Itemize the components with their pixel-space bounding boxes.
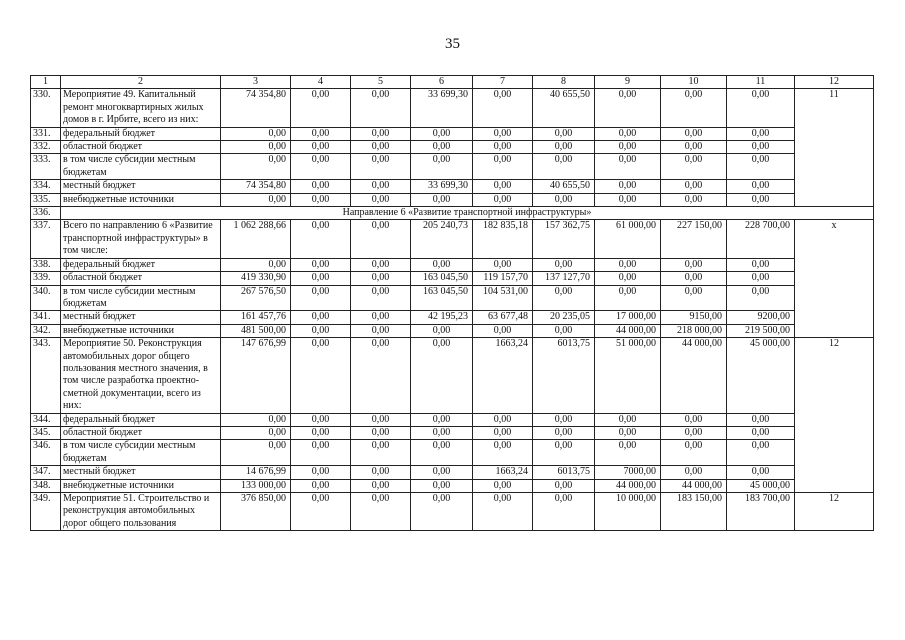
value-cell: 218 000,00 bbox=[661, 324, 727, 337]
column-header: 6 bbox=[411, 76, 473, 89]
value-cell: 0,00 bbox=[351, 426, 411, 439]
table-header-row bbox=[31, 76, 874, 89]
value-cell: 40 655,50 bbox=[533, 89, 595, 127]
ref-cell: 12 bbox=[795, 493, 874, 531]
table-row bbox=[31, 193, 874, 206]
value-cell: 0,00 bbox=[727, 141, 795, 154]
row-number: 348. bbox=[31, 479, 61, 492]
value-cell: 0,00 bbox=[595, 127, 661, 140]
value-cell: 205 240,73 bbox=[411, 220, 473, 258]
table-row bbox=[31, 89, 874, 127]
value-cell: 0,00 bbox=[351, 141, 411, 154]
value-cell: 0,00 bbox=[473, 258, 533, 271]
value-cell: 161 457,76 bbox=[221, 311, 291, 324]
value-cell: 44 000,00 bbox=[661, 338, 727, 413]
value-cell: 10 000,00 bbox=[595, 493, 661, 531]
row-description: Мероприятие 51. Строительство и реконструкция автомобильных дорог общего пользования bbox=[61, 493, 221, 531]
value-cell: 0,00 bbox=[661, 413, 727, 426]
value-cell: 0,00 bbox=[291, 466, 351, 479]
row-description: местный бюджет bbox=[61, 180, 221, 193]
value-cell: 0,00 bbox=[351, 220, 411, 258]
row-number: 342. bbox=[31, 324, 61, 337]
value-cell: 0,00 bbox=[595, 154, 661, 180]
value-cell: 0,00 bbox=[473, 141, 533, 154]
value-cell: 0,00 bbox=[411, 324, 473, 337]
value-cell: 45 000,00 bbox=[727, 338, 795, 413]
value-cell: 0,00 bbox=[473, 89, 533, 127]
row-description: федеральный бюджет bbox=[61, 258, 221, 271]
value-cell: 0,00 bbox=[291, 493, 351, 531]
table-row bbox=[31, 272, 874, 285]
value-cell: 0,00 bbox=[473, 180, 533, 193]
value-cell: 0,00 bbox=[661, 141, 727, 154]
value-cell: 119 157,70 bbox=[473, 272, 533, 285]
value-cell: 1 062 288,66 bbox=[221, 220, 291, 258]
row-description: в том числе субсидии местным бюджетам bbox=[61, 440, 221, 466]
row-number: 335. bbox=[31, 193, 61, 206]
value-cell: 0,00 bbox=[595, 272, 661, 285]
value-cell: 0,00 bbox=[351, 180, 411, 193]
value-cell: 45 000,00 bbox=[727, 479, 795, 492]
table-row bbox=[31, 127, 874, 140]
value-cell: 0,00 bbox=[533, 285, 595, 311]
column-header: 10 bbox=[661, 76, 727, 89]
value-cell: 0,00 bbox=[411, 426, 473, 439]
value-cell: 0,00 bbox=[291, 413, 351, 426]
table-row bbox=[31, 311, 874, 324]
table-row bbox=[31, 413, 874, 426]
value-cell: 0,00 bbox=[351, 258, 411, 271]
row-description: областной бюджет bbox=[61, 426, 221, 439]
value-cell: 0,00 bbox=[291, 311, 351, 324]
value-cell: 163 045,50 bbox=[411, 272, 473, 285]
value-cell: 163 045,50 bbox=[411, 285, 473, 311]
value-cell: 0,00 bbox=[411, 127, 473, 140]
value-cell: 0,00 bbox=[473, 479, 533, 492]
value-cell: 0,00 bbox=[221, 193, 291, 206]
value-cell: 0,00 bbox=[727, 258, 795, 271]
column-header: 11 bbox=[727, 76, 795, 89]
table-row bbox=[31, 141, 874, 154]
value-cell: 0,00 bbox=[727, 193, 795, 206]
row-number: 337. bbox=[31, 220, 61, 258]
value-cell: 147 676,99 bbox=[221, 338, 291, 413]
value-cell: 0,00 bbox=[661, 154, 727, 180]
value-cell: 0,00 bbox=[411, 193, 473, 206]
value-cell: 0,00 bbox=[221, 154, 291, 180]
value-cell: 0,00 bbox=[291, 141, 351, 154]
row-description: областной бюджет bbox=[61, 272, 221, 285]
value-cell: 0,00 bbox=[595, 180, 661, 193]
value-cell: 7000,00 bbox=[595, 466, 661, 479]
value-cell: 33 699,30 bbox=[411, 180, 473, 193]
row-description: в том числе субсидии местным бюджетам bbox=[61, 154, 221, 180]
value-cell: 0,00 bbox=[351, 311, 411, 324]
value-cell: 0,00 bbox=[727, 466, 795, 479]
value-cell: 0,00 bbox=[411, 154, 473, 180]
value-cell: 0,00 bbox=[533, 324, 595, 337]
value-cell: 0,00 bbox=[411, 258, 473, 271]
value-cell: 61 000,00 bbox=[595, 220, 661, 258]
table-row bbox=[31, 154, 874, 180]
value-cell: 0,00 bbox=[291, 89, 351, 127]
value-cell: 0,00 bbox=[351, 338, 411, 413]
column-header: 5 bbox=[351, 76, 411, 89]
value-cell: 0,00 bbox=[533, 141, 595, 154]
value-cell: 0,00 bbox=[595, 285, 661, 311]
value-cell: 0,00 bbox=[411, 466, 473, 479]
value-cell: 51 000,00 bbox=[595, 338, 661, 413]
column-header: 2 bbox=[61, 76, 221, 89]
value-cell: 0,00 bbox=[411, 479, 473, 492]
value-cell: 0,00 bbox=[351, 324, 411, 337]
value-cell: 0,00 bbox=[533, 479, 595, 492]
value-cell: 0,00 bbox=[727, 426, 795, 439]
value-cell: 0,00 bbox=[411, 493, 473, 531]
value-cell: 419 330,90 bbox=[221, 272, 291, 285]
column-header: 8 bbox=[533, 76, 595, 89]
row-description: областной бюджет bbox=[61, 141, 221, 154]
table-row bbox=[31, 440, 874, 466]
value-cell: 0,00 bbox=[533, 127, 595, 140]
column-header: 1 bbox=[31, 76, 61, 89]
value-cell: 1663,24 bbox=[473, 466, 533, 479]
row-description: внебюджетные источники bbox=[61, 479, 221, 492]
table-row bbox=[31, 466, 874, 479]
value-cell: 0,00 bbox=[291, 258, 351, 271]
column-header: 12 bbox=[795, 76, 874, 89]
table-row bbox=[31, 479, 874, 492]
value-cell: 20 235,05 bbox=[533, 311, 595, 324]
value-cell: 0,00 bbox=[291, 180, 351, 193]
value-cell: 0,00 bbox=[351, 440, 411, 466]
row-description: Всего по направлению 6 «Развитие транспортной инфраструктуры» в том числе: bbox=[61, 220, 221, 258]
value-cell: 0,00 bbox=[473, 440, 533, 466]
value-cell: 0,00 bbox=[411, 413, 473, 426]
value-cell: 183 700,00 bbox=[727, 493, 795, 531]
value-cell: 0,00 bbox=[661, 89, 727, 127]
ref-cell: х bbox=[795, 220, 874, 338]
value-cell: 227 150,00 bbox=[661, 220, 727, 258]
value-cell: 0,00 bbox=[661, 180, 727, 193]
value-cell: 137 127,70 bbox=[533, 272, 595, 285]
value-cell: 0,00 bbox=[727, 272, 795, 285]
value-cell: 0,00 bbox=[595, 426, 661, 439]
row-number: 330. bbox=[31, 89, 61, 127]
value-cell: 376 850,00 bbox=[221, 493, 291, 531]
row-number: 345. bbox=[31, 426, 61, 439]
value-cell: 0,00 bbox=[291, 285, 351, 311]
value-cell: 42 195,23 bbox=[411, 311, 473, 324]
value-cell: 182 835,18 bbox=[473, 220, 533, 258]
value-cell: 183 150,00 bbox=[661, 493, 727, 531]
value-cell: 6013,75 bbox=[533, 338, 595, 413]
value-cell: 0,00 bbox=[595, 413, 661, 426]
value-cell: 0,00 bbox=[473, 154, 533, 180]
value-cell: 0,00 bbox=[661, 258, 727, 271]
value-cell: 0,00 bbox=[533, 413, 595, 426]
ref-cell: 11 bbox=[795, 89, 874, 207]
value-cell: 0,00 bbox=[727, 413, 795, 426]
value-cell: 0,00 bbox=[221, 141, 291, 154]
value-cell: 44 000,00 bbox=[595, 479, 661, 492]
value-cell: 0,00 bbox=[661, 272, 727, 285]
value-cell: 0,00 bbox=[221, 127, 291, 140]
value-cell: 0,00 bbox=[351, 89, 411, 127]
value-cell: 0,00 bbox=[727, 89, 795, 127]
value-cell: 0,00 bbox=[595, 258, 661, 271]
row-number: 332. bbox=[31, 141, 61, 154]
row-description: федеральный бюджет bbox=[61, 127, 221, 140]
row-number: 338. bbox=[31, 258, 61, 271]
value-cell: 481 500,00 bbox=[221, 324, 291, 337]
table-row bbox=[31, 285, 874, 311]
value-cell: 0,00 bbox=[291, 127, 351, 140]
value-cell: 0,00 bbox=[595, 193, 661, 206]
table-row bbox=[31, 324, 874, 337]
value-cell: 0,00 bbox=[351, 493, 411, 531]
page-number: 35 bbox=[445, 36, 460, 52]
value-cell: 0,00 bbox=[291, 154, 351, 180]
row-number: 340. bbox=[31, 285, 61, 311]
row-number: 347. bbox=[31, 466, 61, 479]
value-cell: 228 700,00 bbox=[727, 220, 795, 258]
row-number: 333. bbox=[31, 154, 61, 180]
value-cell: 0,00 bbox=[661, 440, 727, 466]
value-cell: 0,00 bbox=[661, 193, 727, 206]
value-cell: 0,00 bbox=[351, 413, 411, 426]
row-number: 334. bbox=[31, 180, 61, 193]
table-row bbox=[31, 180, 874, 193]
value-cell: 63 677,48 bbox=[473, 311, 533, 324]
section-row bbox=[31, 207, 874, 220]
value-cell: 0,00 bbox=[595, 440, 661, 466]
value-cell: 0,00 bbox=[291, 440, 351, 466]
value-cell: 74 354,80 bbox=[221, 180, 291, 193]
value-cell: 0,00 bbox=[291, 220, 351, 258]
row-number: 349. bbox=[31, 493, 61, 531]
value-cell: 0,00 bbox=[473, 193, 533, 206]
value-cell: 0,00 bbox=[533, 493, 595, 531]
value-cell: 0,00 bbox=[221, 426, 291, 439]
value-cell: 157 362,75 bbox=[533, 220, 595, 258]
value-cell: 0,00 bbox=[473, 493, 533, 531]
value-cell: 0,00 bbox=[351, 285, 411, 311]
value-cell: 0,00 bbox=[661, 127, 727, 140]
column-header: 7 bbox=[473, 76, 533, 89]
value-cell: 219 500,00 bbox=[727, 324, 795, 337]
row-number: 341. bbox=[31, 311, 61, 324]
value-cell: 0,00 bbox=[661, 285, 727, 311]
value-cell: 0,00 bbox=[727, 127, 795, 140]
row-description: местный бюджет bbox=[61, 311, 221, 324]
value-cell: 0,00 bbox=[661, 426, 727, 439]
value-cell: 0,00 bbox=[351, 127, 411, 140]
value-cell: 14 676,99 bbox=[221, 466, 291, 479]
value-cell: 0,00 bbox=[291, 338, 351, 413]
row-description: Мероприятие 50. Реконструкция автомобильных дорог общего пользования местного значения, в том числе разработка проектно-сметной документации, всего из них: bbox=[61, 338, 221, 413]
value-cell: 44 000,00 bbox=[661, 479, 727, 492]
value-cell: 0,00 bbox=[727, 154, 795, 180]
value-cell: 0,00 bbox=[221, 413, 291, 426]
row-number: 336. bbox=[31, 207, 61, 220]
value-cell: 0,00 bbox=[595, 141, 661, 154]
row-number: 346. bbox=[31, 440, 61, 466]
column-header: 4 bbox=[291, 76, 351, 89]
value-cell: 0,00 bbox=[473, 426, 533, 439]
value-cell: 0,00 bbox=[533, 154, 595, 180]
table-row bbox=[31, 338, 874, 413]
row-description: федеральный бюджет bbox=[61, 413, 221, 426]
value-cell: 0,00 bbox=[411, 338, 473, 413]
value-cell: 0,00 bbox=[727, 180, 795, 193]
value-cell: 74 354,80 bbox=[221, 89, 291, 127]
value-cell: 0,00 bbox=[533, 193, 595, 206]
value-cell: 44 000,00 bbox=[595, 324, 661, 337]
value-cell: 0,00 bbox=[727, 285, 795, 311]
table-row bbox=[31, 426, 874, 439]
value-cell: 0,00 bbox=[533, 258, 595, 271]
value-cell: 0,00 bbox=[411, 141, 473, 154]
value-cell: 1663,24 bbox=[473, 338, 533, 413]
row-number: 339. bbox=[31, 272, 61, 285]
value-cell: 0,00 bbox=[291, 324, 351, 337]
row-description: местный бюджет bbox=[61, 466, 221, 479]
row-description: Мероприятие 49. Капитальный ремонт многоквартирных жилых домов в г. Ирбите, всего из них: bbox=[61, 89, 221, 127]
table-row bbox=[31, 258, 874, 271]
value-cell: 0,00 bbox=[291, 193, 351, 206]
value-cell: 0,00 bbox=[351, 193, 411, 206]
row-description: внебюджетные источники bbox=[61, 324, 221, 337]
value-cell: 0,00 bbox=[595, 89, 661, 127]
value-cell: 267 576,50 bbox=[221, 285, 291, 311]
value-cell: 0,00 bbox=[473, 127, 533, 140]
value-cell: 9150,00 bbox=[661, 311, 727, 324]
value-cell: 0,00 bbox=[351, 479, 411, 492]
value-cell: 40 655,50 bbox=[533, 180, 595, 193]
table-row bbox=[31, 220, 874, 258]
value-cell: 0,00 bbox=[351, 154, 411, 180]
table-row bbox=[31, 493, 874, 531]
budget-table bbox=[30, 75, 874, 531]
row-number: 343. bbox=[31, 338, 61, 413]
value-cell: 0,00 bbox=[533, 426, 595, 439]
row-description: в том числе субсидии местным бюджетам bbox=[61, 285, 221, 311]
value-cell: 0,00 bbox=[727, 440, 795, 466]
value-cell: 33 699,30 bbox=[411, 89, 473, 127]
value-cell: 9200,00 bbox=[727, 311, 795, 324]
value-cell: 0,00 bbox=[351, 272, 411, 285]
value-cell: 104 531,00 bbox=[473, 285, 533, 311]
value-cell: 0,00 bbox=[291, 479, 351, 492]
value-cell: 0,00 bbox=[411, 440, 473, 466]
value-cell: 133 000,00 bbox=[221, 479, 291, 492]
value-cell: 17 000,00 bbox=[595, 311, 661, 324]
value-cell: 0,00 bbox=[221, 258, 291, 271]
value-cell: 0,00 bbox=[291, 272, 351, 285]
row-description: внебюджетные источники bbox=[61, 193, 221, 206]
ref-cell: 12 bbox=[795, 338, 874, 493]
value-cell: 0,00 bbox=[291, 426, 351, 439]
column-header: 9 bbox=[595, 76, 661, 89]
row-number: 331. bbox=[31, 127, 61, 140]
row-number: 344. bbox=[31, 413, 61, 426]
column-header: 3 bbox=[221, 76, 291, 89]
value-cell: 0,00 bbox=[661, 466, 727, 479]
value-cell: 0,00 bbox=[351, 466, 411, 479]
value-cell: 6013,75 bbox=[533, 466, 595, 479]
value-cell: 0,00 bbox=[473, 413, 533, 426]
value-cell: 0,00 bbox=[533, 440, 595, 466]
value-cell: 0,00 bbox=[221, 440, 291, 466]
section-title: Направление 6 «Развитие транспортной инфраструктуры» bbox=[61, 207, 874, 220]
value-cell: 0,00 bbox=[473, 324, 533, 337]
